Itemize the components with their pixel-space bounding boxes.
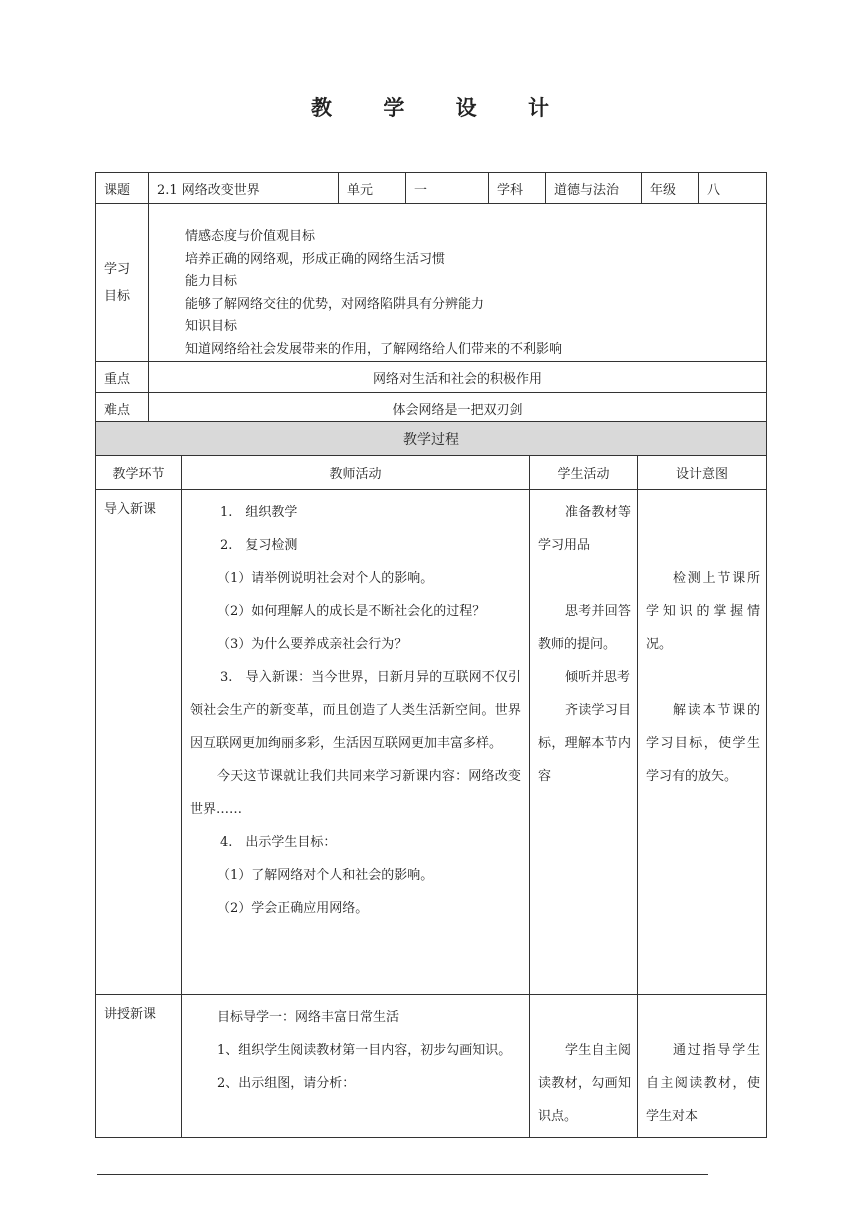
teacher-line: 目标导学一：网络丰富日常生活 xyxy=(217,1010,400,1025)
teacher-line: 2、出示组图，请分析： xyxy=(217,1076,356,1091)
process-header-row xyxy=(96,456,767,490)
design-intent-new-lesson xyxy=(638,995,767,1138)
difficulty-row xyxy=(96,393,767,424)
column-header-stage: 教学环节 xyxy=(96,456,182,490)
teacher-line: 1、组织学生阅读教材第一目内容，初步勾画知识。 xyxy=(217,1043,512,1058)
student-activity-new-lesson xyxy=(530,995,638,1138)
column-header-intent: 设计意图 xyxy=(638,456,767,490)
unit-value: 一 xyxy=(406,173,489,204)
process-row-new-lesson xyxy=(96,995,767,1138)
student-line: 倾听并思考 xyxy=(565,670,631,685)
lesson-info-table xyxy=(95,172,767,424)
teacher-line: 4. 出示学生目标： xyxy=(220,835,337,850)
topic-value: 2.1 网络改变世界 xyxy=(149,173,339,204)
process-heading: 教学过程 xyxy=(96,422,767,456)
stage-intro: 导入新课 xyxy=(96,490,182,995)
objectives-label xyxy=(96,204,149,362)
intent-line: 解读本节课的学习目标，使学生学习有的放矢。 xyxy=(646,703,760,784)
student-line: 准备教材等学习用品 xyxy=(538,505,631,553)
objective-line: 能力目标 xyxy=(185,274,238,289)
intent-line: 通过指导学生自主阅读教材，使学生对本 xyxy=(646,1043,760,1124)
objective-line: 情感态度与价值观目标 xyxy=(185,229,316,244)
design-intent-intro xyxy=(638,490,767,995)
objectives-content xyxy=(149,204,767,362)
teacher-line: （2）学会正确应用网络。 xyxy=(217,901,369,916)
difficulty-value: 体会网络是一把双刃剑 xyxy=(149,393,767,424)
difficulty-label: 难点 xyxy=(96,393,149,424)
teaching-process-table xyxy=(95,421,767,1138)
subject-label: 学科 xyxy=(489,173,546,204)
intent-line: 检测上节课所学知识的掌握情况。 xyxy=(646,571,760,652)
document-title: 教 学 设 计 xyxy=(311,95,571,120)
student-line: 学生自主阅读教材，勾画知识点。 xyxy=(538,1043,631,1124)
teacher-line: （1）请举例说明社会对个人的影响。 xyxy=(217,571,434,586)
teacher-line: 今天这节课就让我们共同来学习新课内容：网络改变世界…… xyxy=(190,769,521,817)
objectives-row xyxy=(96,204,767,362)
key-point-label: 重点 xyxy=(96,362,149,393)
teacher-activity-intro xyxy=(182,490,530,995)
objectives-label-line-1: 学习 xyxy=(104,261,131,277)
grade-value: 八 xyxy=(699,173,767,204)
info-row xyxy=(96,173,767,204)
teacher-activity-new-lesson xyxy=(182,995,530,1138)
student-line: 齐读学习目标，理解本节内容 xyxy=(538,703,631,784)
objective-line: 能够了解网络交往的优势，对网络陷阱具有分辨能力 xyxy=(185,296,485,312)
footer-divider xyxy=(97,1174,708,1175)
teacher-line: （1）了解网络对个人和社会的影响。 xyxy=(217,868,434,883)
grade-label: 年级 xyxy=(642,173,699,204)
teacher-line: （2）如何理解人的成长是不断社会化的过程？ xyxy=(217,604,486,619)
teacher-line: （3）为什么要养成亲社会行为？ xyxy=(217,637,408,652)
process-row-intro xyxy=(96,490,767,995)
objective-line: 培养正确的网络观，形成正确的网络生活习惯 xyxy=(185,251,446,267)
objectives-label-line-2: 目标 xyxy=(104,288,131,304)
key-point-row xyxy=(96,362,767,393)
student-activity-intro xyxy=(530,490,638,995)
process-heading-row xyxy=(96,422,767,456)
student-line: 思考并回答教师的提问。 xyxy=(538,604,631,652)
teacher-line: 2. 复习检测 xyxy=(220,538,298,553)
column-header-student: 学生活动 xyxy=(530,456,638,490)
teacher-line: 1. 组织教学 xyxy=(220,505,298,520)
objective-line: 知道网络给社会发展带来的作用，了解网络给人们带来的不利影响 xyxy=(185,341,563,357)
column-header-teacher: 教师活动 xyxy=(182,456,530,490)
objective-line: 知识目标 xyxy=(185,319,238,334)
key-point-value: 网络对生活和社会的积极作用 xyxy=(149,362,767,393)
stage-new-lesson: 讲授新课 xyxy=(96,995,182,1138)
unit-label: 单元 xyxy=(339,173,406,204)
teacher-line: 3. 导入新课：当今世界，日新月异的互联网不仅引领社会生产的新变革，而且创造了人类生活新空间。世界因互联网更加绚丽多彩，生活因互联网更加丰富多样。 xyxy=(190,670,521,751)
subject-value: 道德与法治 xyxy=(546,173,642,204)
topic-label: 课题 xyxy=(96,173,149,204)
